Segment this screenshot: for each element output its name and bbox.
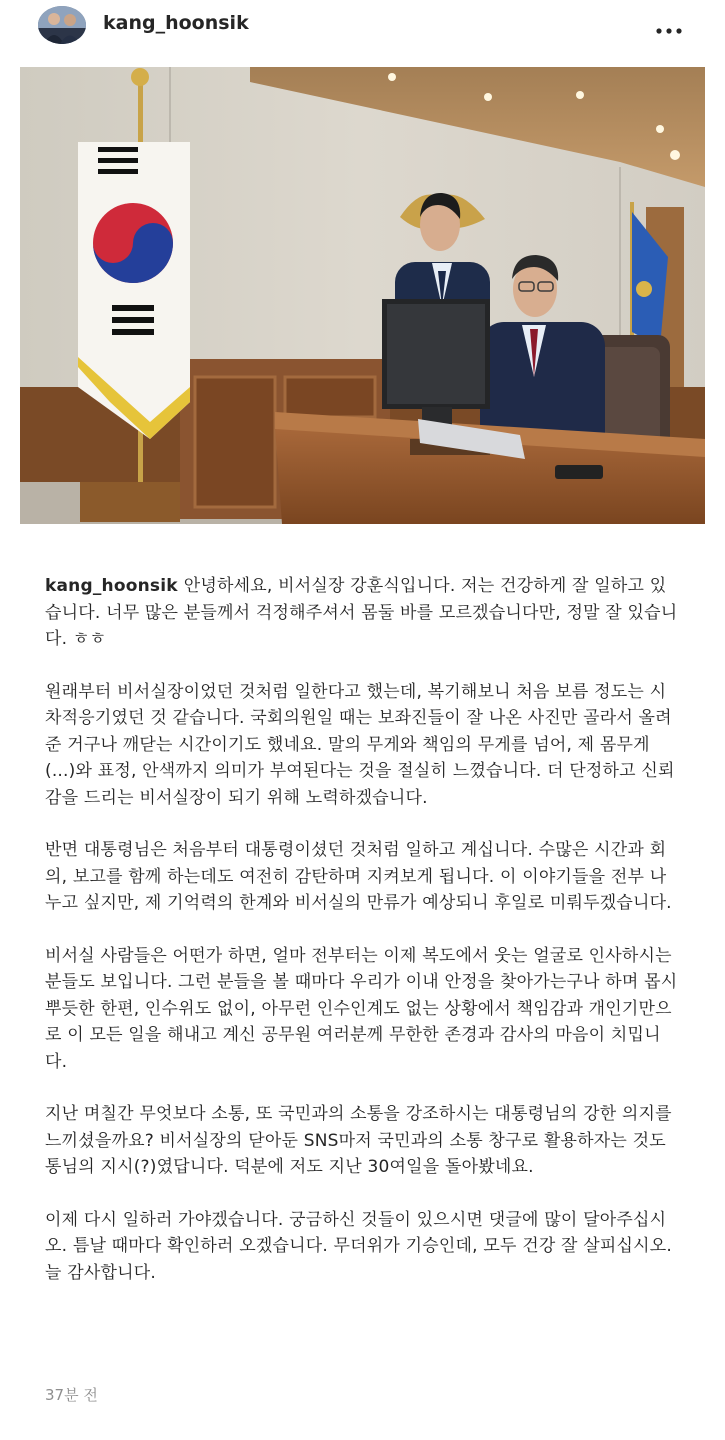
caption-paragraph: 비서실 사람들은 어떤가 하면, 얼마 전부터는 이제 복도에서 웃는 얼굴로 인사하시는 분들도 보입니다. 그런 분들을 볼 때마다 우리가 이내 안정을 찾아가는구나 하며 몹시 뿌듯한 한편, 인수위도 없이, 아무런 인수인계도 없는 상황에서 책임감과 개인기만으로 이 모든 일을 해내고 계신 공무원 여러분께 무한한 존경과 감사의 마음이 치밉니다. [45, 945, 678, 1072]
avatar[interactable] [38, 6, 86, 44]
post-username[interactable]: kang_hoonsik [103, 12, 249, 34]
post-timestamp: 37분 전 [45, 1386, 98, 1404]
caption-paragraph: 반면 대통령님은 처음부터 대통령이셨던 것처럼 일하고 계십니다. 수많은 시간과 회의, 보고를 함께 하는데도 여전히 감탄하며 지켜보게 됩니다. 이 이야기들을 전부 나누고 싶지만, 제 기억력의 한계와 비서실의 만류가 예상되니 후일로 미뤄두겠습니다. [45, 840, 672, 913]
post-photo[interactable] [20, 67, 705, 524]
caption-text: 안녕하세요, 비서실장 강훈식입니다. 저는 건강하게 잘 일하고 있습니다. 너무 많은 분들께서 걱정해주셔서 몸둘 바를 모르겠습니다만, 정말 잘 있습니다. ㅎㅎ [45, 576, 678, 649]
caption-paragraph [45, 573, 680, 653]
office-scene-image [20, 67, 705, 524]
caption-paragraph: 원래부터 비서실장이었던 것처럼 일한다고 했는데, 복기해보니 처음 보름 정도는 시차적응기였던 것 같습니다. 국회의원일 때는 보좌진들이 잘 나온 사진만 골라서 올려준 거구나 깨닫는 시간이기도 했네요. 말의 무게와 책임의 무게를 넘어, 제 몸무게(...)와 표정, 안색까지 의미가 부여된다는 것을 절실히 느꼈습니다. 더 단정하고 신뢰감을 드리는 비서실장이 되기 위해 노력하겠습니다. [45, 681, 675, 808]
more-horizontal-icon[interactable] [654, 20, 684, 28]
caption-username[interactable]: kang_hoonsik [45, 576, 178, 596]
post-caption [45, 573, 680, 1312]
avatar-image [38, 6, 86, 44]
caption-paragraph: 지난 며칠간 무엇보다 소통, 또 국민과의 소통을 강조하시는 대통령님의 강한 의지를 느끼셨을까요? 비서실장의 닫아둔 SNS마저 국민과의 소통 창구로 활용하자는 것도 통님의 지시(?)였답니다. 덕분에 저도 지난 30여일을 돌아봤네요. [45, 1104, 672, 1177]
caption-paragraph: 이제 다시 일하러 가야겠습니다. 궁금하신 것들이 있으시면 댓글에 많이 달아주십시오. 틈날 때마다 확인하러 오겠습니다. 무더위가 기승인데, 모두 건강 잘 살피십시오. 늘 감사합니다. [45, 1209, 672, 1283]
post-header [0, 0, 725, 50]
